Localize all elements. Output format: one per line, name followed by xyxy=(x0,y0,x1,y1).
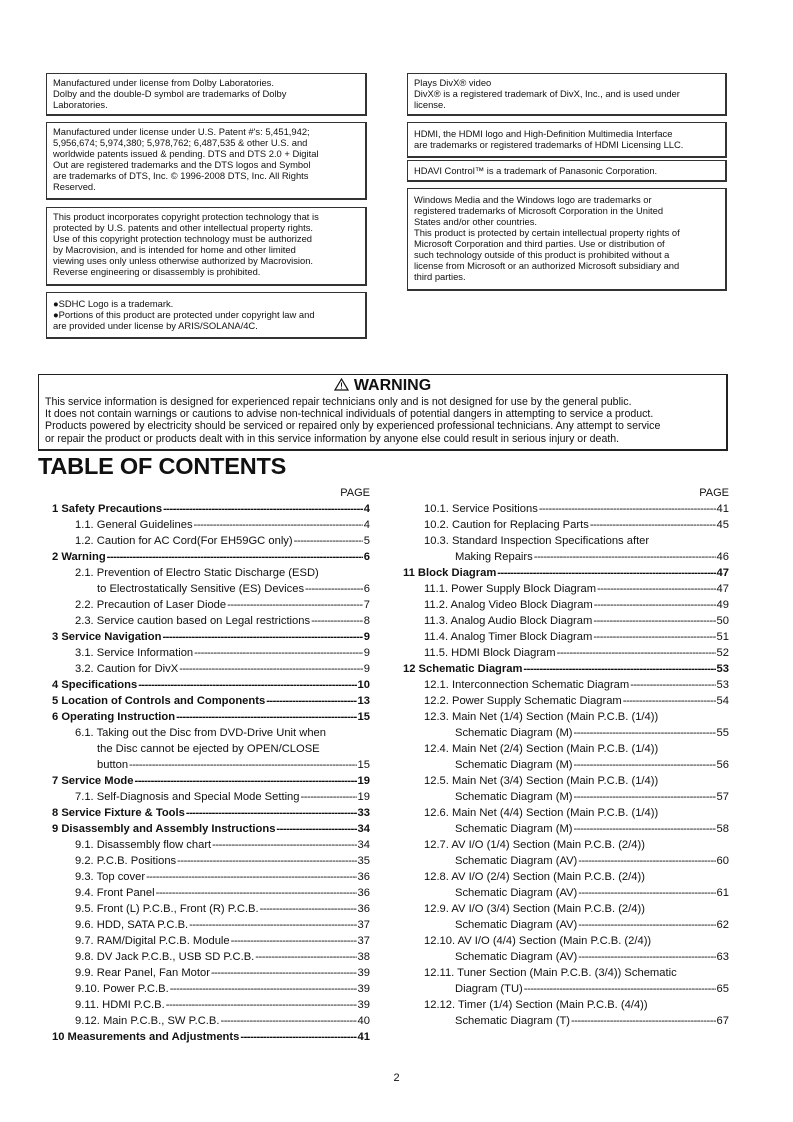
toc-entry[interactable] xyxy=(48,501,370,517)
toc-entry-title: Schematic Diagram (AV) xyxy=(455,887,578,899)
toc-entry[interactable] xyxy=(48,725,370,741)
dot-leader xyxy=(574,725,716,741)
warning-box xyxy=(38,374,728,451)
toc-entry-title: 9 Disassembly and Assembly Instructions xyxy=(52,823,276,835)
toc-entry-page: 54 xyxy=(716,695,729,707)
toc-entry-title: 9.4. Front Panel xyxy=(75,887,155,899)
page-header: PAGE xyxy=(340,487,370,499)
toc-entry-page: 15 xyxy=(357,759,370,771)
toc-entry-page: 9 xyxy=(363,631,370,643)
toc-right-column xyxy=(403,485,729,1029)
toc-entry-page: 4 xyxy=(363,503,370,515)
toc-entry[interactable] xyxy=(403,517,729,533)
dts-notice: Manufactured under license under U.S. Patent #'s: 5,451,942; 5,956,674; 5,974,380; 5,978,762; 6,487,535 & other U.S. and worldwide patents issued & pending. DTS and DTS 2.0 + Digital Out are registered trademarks and the DTS logos and Symbol are trademarks of DTS, Inc. © 1996-2008 DTS, Inc. All Rights Reserved. xyxy=(46,122,367,200)
toc-title: TABLE OF CONTENTS xyxy=(38,453,287,479)
toc-entry[interactable] xyxy=(403,981,729,997)
toc-entry-title: to Electrostatically Sensitive (ES) Devices xyxy=(97,583,305,595)
dot-leader xyxy=(166,997,357,1013)
dot-leader xyxy=(211,965,357,981)
toc-entry[interactable] xyxy=(48,741,370,757)
toc-entry[interactable] xyxy=(403,725,729,741)
dot-leader xyxy=(578,917,715,933)
toc-entry-title: Schematic Diagram (M) xyxy=(455,727,573,739)
toc-entry-title: button xyxy=(97,759,129,771)
sdhc-notice: ●SDHC Logo is a trademark. ●Portions of this product are protected under copyright law and are provided under license by ARIS/SOLANA/4C. xyxy=(46,292,367,339)
toc-entry-page: 53 xyxy=(716,679,729,691)
toc-entry-page: 34 xyxy=(357,839,370,851)
toc-entry-title: 11.4. Analog Timer Block Diagram xyxy=(424,631,593,643)
toc-entry-page: 50 xyxy=(716,615,729,627)
toc-entry[interactable] xyxy=(403,773,729,789)
toc-entry-title: 9.11. HDMI P.C.B. xyxy=(75,999,165,1011)
dot-leader xyxy=(220,1013,356,1029)
toc-entry[interactable] xyxy=(48,917,370,933)
dot-leader xyxy=(266,693,356,709)
toc-entry[interactable] xyxy=(403,709,729,725)
toc-entry-title: 12.4. Main Net (2/4) Section (Main P.C.B. (1/4)) xyxy=(424,743,659,755)
toc-entry-title: 9.2. P.C.B. Positions xyxy=(75,855,177,867)
dot-leader xyxy=(311,613,363,629)
dot-leader xyxy=(240,1029,356,1045)
toc-entry-title: the Disc cannot be ejected by OPEN/CLOSE xyxy=(97,743,320,755)
toc-entry-page: 39 xyxy=(357,999,370,1011)
toc-entry-title: 10.1. Service Positions xyxy=(424,503,538,515)
toc-entry[interactable] xyxy=(403,997,729,1013)
toc-entry-title: 9.9. Rear Panel, Fan Motor xyxy=(75,967,210,979)
toc-entry[interactable] xyxy=(403,805,729,821)
dot-leader xyxy=(255,949,356,965)
dot-leader xyxy=(163,501,363,517)
toc-entry-page: 55 xyxy=(716,727,729,739)
toc-entry[interactable] xyxy=(403,741,729,757)
toc-entry[interactable] xyxy=(48,773,370,789)
toc-entry-title: 9.8. DV Jack P.C.B., USB SD P.C.B. xyxy=(75,951,255,963)
dot-leader xyxy=(260,901,357,917)
toc-entry-title: 2 Warning xyxy=(52,551,106,563)
toc-entry-page: 46 xyxy=(716,551,729,563)
toc-entry[interactable] xyxy=(48,597,370,613)
toc-entry-title: 2.3. Service caution based on Legal restrictions xyxy=(75,615,311,627)
toc-entry[interactable] xyxy=(403,885,729,901)
toc-entry-page: 19 xyxy=(357,791,370,803)
toc-entry-page: 49 xyxy=(716,599,729,611)
toc-entry-page: 37 xyxy=(357,919,370,931)
dot-leader xyxy=(156,885,357,901)
toc-entry[interactable] xyxy=(403,501,729,517)
toc-entry[interactable] xyxy=(403,693,729,709)
dot-leader xyxy=(539,501,716,517)
toc-entry-title: 12.9. AV I/O (3/4) Section (Main P.C.B. (2/4)) xyxy=(424,903,645,915)
toc-entry-page: 35 xyxy=(357,855,370,867)
dolby-notice: Manufactured under license from Dolby Laboratories. Dolby and the double-D symbol are trademarks of Dolby Laboratories. xyxy=(46,73,367,116)
dot-leader xyxy=(129,757,356,773)
dot-leader xyxy=(523,661,715,677)
toc-entry[interactable] xyxy=(403,933,729,949)
toc-entry-title: 1 Safety Precautions xyxy=(52,503,163,515)
dot-leader xyxy=(170,981,357,997)
toc-entry[interactable] xyxy=(48,965,370,981)
toc-entry-title: Schematic Diagram (AV) xyxy=(455,951,578,963)
toc-entry[interactable] xyxy=(48,645,370,661)
dot-leader xyxy=(578,885,715,901)
toc-entry[interactable] xyxy=(403,645,729,661)
dot-leader xyxy=(186,805,357,821)
divx-notice: Plays DivX® video DivX® is a registered trademark of DivX, Inc., and is used under license. xyxy=(407,73,727,116)
toc-entry-page: 4 xyxy=(363,519,370,531)
toc-entry-title: 12.10. AV I/O (4/4) Section (Main P.C.B. (2/4)) xyxy=(424,935,652,947)
toc-entry-title: 11.2. Analog Video Block Diagram xyxy=(424,599,593,611)
toc-entry[interactable] xyxy=(48,693,370,709)
toc-entry[interactable] xyxy=(403,869,729,885)
toc-entry-title: 5 Location of Controls and Components xyxy=(52,695,266,707)
dot-leader xyxy=(294,533,363,549)
toc-entry-title: 6 Operating Instruction xyxy=(52,711,176,723)
toc-entry[interactable] xyxy=(48,757,370,773)
toc-entry[interactable] xyxy=(48,869,370,885)
dot-leader xyxy=(179,661,363,677)
dot-leader xyxy=(593,613,715,629)
macrovision-notice: This product incorporates copyright protection technology that is protected by U.S. patents and other intellectual property rights. Use of this copyright protection technology must be authorized by Macrovision, and is intended for home and other limited viewing uses only unless otherwise authorized by Macrovision. Reverse engineering or disassembly is prohibited. xyxy=(46,207,367,286)
toc-entry-page: 57 xyxy=(716,791,729,803)
toc-entry-title: 12.6. Main Net (4/4) Section (Main P.C.B. (1/4)) xyxy=(424,807,659,819)
dot-leader xyxy=(134,773,356,789)
toc-entry-page: 7 xyxy=(363,599,370,611)
toc-entry[interactable] xyxy=(403,837,729,853)
toc-entry[interactable] xyxy=(48,949,370,965)
toc-entry-page: 45 xyxy=(716,519,729,531)
dot-leader xyxy=(194,517,363,533)
dot-leader xyxy=(574,789,716,805)
toc-entry-title: 11 Block Diagram xyxy=(403,567,497,579)
toc-entry[interactable] xyxy=(48,821,370,837)
toc-entry[interactable] xyxy=(403,565,729,581)
toc-entry-page: 39 xyxy=(357,983,370,995)
toc-entry-page: 58 xyxy=(716,823,729,835)
toc-entry[interactable] xyxy=(48,901,370,917)
dot-leader xyxy=(305,581,363,597)
toc-entry[interactable] xyxy=(48,613,370,629)
toc-entry-title: 9.6. HDD, SATA P.C.B. xyxy=(75,919,189,931)
toc-entry-page: 9 xyxy=(363,663,370,675)
toc-entry[interactable] xyxy=(48,533,370,549)
toc-entry-title: 2.2. Precaution of Laser Diode xyxy=(75,599,227,611)
toc-entry[interactable] xyxy=(403,965,729,981)
dot-leader xyxy=(276,821,356,837)
dot-leader xyxy=(176,709,356,725)
dot-leader xyxy=(593,629,715,645)
toc-entry-page: 33 xyxy=(357,807,370,819)
toc-entry[interactable] xyxy=(403,677,729,693)
toc-entry[interactable] xyxy=(403,1013,729,1029)
toc-entry[interactable] xyxy=(48,661,370,677)
toc-entry[interactable] xyxy=(48,709,370,725)
dot-leader xyxy=(597,581,716,597)
dot-leader xyxy=(194,645,363,661)
dot-leader xyxy=(574,821,716,837)
toc-entry-page: 8 xyxy=(363,615,370,627)
toc-entry-title: 12.12. Timer (1/4) Section (Main P.C.B. (4/4)) xyxy=(424,999,648,1011)
toc-entry-title: 10.3. Standard Inspection Specifications after xyxy=(424,535,650,547)
dot-leader xyxy=(231,933,357,949)
toc-entry-title: 9.5. Front (L) P.C.B., Front (R) P.C.B. xyxy=(75,903,259,915)
toc-entry-title: 9.3. Top cover xyxy=(75,871,146,883)
toc-entry-page: 36 xyxy=(357,887,370,899)
toc-entry-page: 47 xyxy=(716,583,729,595)
page-number: 2 xyxy=(393,1072,400,1084)
toc-entry-page: 67 xyxy=(716,1015,729,1027)
dot-leader xyxy=(578,853,715,869)
dot-leader xyxy=(524,981,716,997)
toc-entry[interactable] xyxy=(48,997,370,1013)
toc-entry-title: 12.7. AV I/O (1/4) Section (Main P.C.B. (2/4)) xyxy=(424,839,645,851)
toc-left-column xyxy=(48,485,370,1045)
toc-entry-title: 2.1. Prevention of Electro Static Discharge (ESD) xyxy=(75,567,319,579)
dot-leader xyxy=(571,1013,716,1029)
toc-entry-title: 10.2. Caution for Replacing Parts xyxy=(424,519,589,531)
toc-entry[interactable] xyxy=(48,629,370,645)
dot-leader xyxy=(590,517,716,533)
toc-entry-page: 34 xyxy=(357,823,370,835)
dot-leader xyxy=(107,549,363,565)
toc-entry[interactable] xyxy=(48,1029,370,1045)
toc-entry-title: 12.11. Tuner Section (Main P.C.B. (3/4)) Schematic xyxy=(424,967,677,979)
toc-entry[interactable] xyxy=(48,789,370,805)
toc-entry-page: 5 xyxy=(363,535,370,547)
toc-entry-title: Making Repairs xyxy=(455,551,533,563)
toc-entry-page: 41 xyxy=(716,503,729,515)
toc-entry-page: 52 xyxy=(716,647,729,659)
toc-entry-page: 61 xyxy=(716,887,729,899)
toc-entry-page: 41 xyxy=(357,1031,370,1043)
toc-entry-title: 3.1. Service Information xyxy=(75,647,194,659)
toc-entry[interactable] xyxy=(403,789,729,805)
toc-entry-title: 12.3. Main Net (1/4) Section (Main P.C.B. (1/4)) xyxy=(424,711,659,723)
toc-entry-title: 9.10. Power P.C.B. xyxy=(75,983,169,995)
toc-entry[interactable] xyxy=(403,581,729,597)
toc-entry-page: 40 xyxy=(357,1015,370,1027)
toc-entry-title: Schematic Diagram (AV) xyxy=(455,855,578,867)
warning-triangle-icon xyxy=(334,378,349,391)
toc-entry-title: 12.1. Interconnection Schematic Diagram xyxy=(424,679,630,691)
toc-entry-title: 11.3. Analog Audio Block Diagram xyxy=(424,615,593,627)
toc-entry-title: 6.1. Taking out the Disc from DVD-Drive Unit when xyxy=(75,727,326,739)
toc-entry[interactable] xyxy=(48,853,370,869)
dot-leader xyxy=(534,549,716,565)
toc-entry-page: 63 xyxy=(716,951,729,963)
toc-entry-title: Schematic Diagram (M) xyxy=(455,823,573,835)
toc-entry-title: 3 Service Navigation xyxy=(52,631,162,643)
toc-entry-page: 37 xyxy=(357,935,370,947)
toc-entry-title: 9.12. Main P.C.B., SW P.C.B. xyxy=(75,1015,220,1027)
toc-entry-title: 11.1. Power Supply Block Diagram xyxy=(424,583,597,595)
toc-entry[interactable] xyxy=(48,981,370,997)
toc-entry-title: 7.1. Self-Diagnosis and Special Mode Setting xyxy=(75,791,300,803)
warning-heading xyxy=(45,376,720,396)
toc-entry-title: 12.2. Power Supply Schematic Diagram xyxy=(424,695,622,707)
toc-entry-title: 9.7. RAM/Digital P.C.B. Module xyxy=(75,935,230,947)
dot-leader xyxy=(162,629,362,645)
toc-entry-title: 9.1. Disassembly flow chart xyxy=(75,839,212,851)
toc-entry-title: Schematic Diagram (T) xyxy=(455,1015,571,1027)
hdmi-notice: HDMI, the HDMI logo and High-Definition Multimedia Interface are trademarks or registered trademarks of HDMI Licensing LLC. xyxy=(407,122,727,158)
dot-leader xyxy=(578,949,715,965)
toc-entry[interactable] xyxy=(403,949,729,965)
warning-line: This service information is designed for experienced repair technicians only and is not designed for use by the general public. xyxy=(45,396,632,408)
toc-entry-page: 36 xyxy=(357,871,370,883)
toc-entry-title: 8 Service Fixture & Tools xyxy=(52,807,185,819)
toc-entry[interactable] xyxy=(48,837,370,853)
toc-entry[interactable] xyxy=(403,597,729,613)
toc-entry-page: 53 xyxy=(716,663,729,675)
dot-leader xyxy=(177,853,356,869)
toc-entry[interactable] xyxy=(403,629,729,645)
toc-entry-page: 6 xyxy=(363,583,370,595)
toc-entry[interactable] xyxy=(48,885,370,901)
toc-entry[interactable] xyxy=(403,613,729,629)
toc-entry[interactable] xyxy=(403,661,729,677)
toc-entry[interactable] xyxy=(48,565,370,581)
toc-entry-title: 1.2. Caution for AC Cord(For EH59GC only) xyxy=(75,535,293,547)
toc-entry-page: 10 xyxy=(357,679,370,691)
dot-leader xyxy=(301,789,357,805)
toc-entry-page: 65 xyxy=(716,983,729,995)
warning-line: Products powered by electricity should be serviced or repaired only by experienced professional technicians. Any attempt to service xyxy=(45,420,661,433)
toc-entry[interactable] xyxy=(48,677,370,693)
toc-entry[interactable] xyxy=(403,917,729,933)
toc-entry-title: 1.1. General Guidelines xyxy=(75,519,193,531)
toc-entry-page: 19 xyxy=(357,775,370,787)
toc-entry-title: 12.5. Main Net (3/4) Section (Main P.C.B. (1/4)) xyxy=(424,775,659,787)
toc-entry[interactable] xyxy=(48,805,370,821)
toc-entry[interactable] xyxy=(48,933,370,949)
dot-leader xyxy=(497,565,715,581)
toc-entry[interactable] xyxy=(403,853,729,869)
toc-entry-title: 7 Service Mode xyxy=(52,775,134,787)
toc-entry-title: 12.8. AV I/O (2/4) Section (Main P.C.B. (2/4)) xyxy=(424,871,645,883)
toc-entry-title: Diagram (TU) xyxy=(455,983,523,995)
toc-entry-title: Schematic Diagram (AV) xyxy=(455,919,578,931)
toc-entry-title: 3.2. Caution for DivX xyxy=(75,663,179,675)
toc-entry-page: 60 xyxy=(716,855,729,867)
toc-entry[interactable] xyxy=(403,533,729,549)
toc-entry[interactable] xyxy=(403,757,729,773)
toc-entry[interactable] xyxy=(48,1013,370,1029)
warning-line: or repair the product or products dealt with in this service information by anyone else could result in serious injury or death. xyxy=(45,432,620,445)
toc-entry-title: 11.5. HDMI Block Diagram xyxy=(424,647,556,659)
dot-leader xyxy=(212,837,356,853)
toc-entry-page: 13 xyxy=(357,695,370,707)
dot-leader xyxy=(146,869,356,885)
toc-entry[interactable] xyxy=(403,821,729,837)
dot-leader xyxy=(594,597,716,613)
warning-line: It does not contain warnings or cautions to advise non-technical individuals of potential dangers in attempting to service a product. xyxy=(45,408,654,421)
dot-leader xyxy=(630,677,715,693)
toc-entry-title: Schematic Diagram (M) xyxy=(455,791,573,803)
toc-entry[interactable] xyxy=(48,517,370,533)
toc-entry-page: 9 xyxy=(363,647,370,659)
toc-entry-page: 38 xyxy=(357,951,370,963)
dot-leader xyxy=(574,757,716,773)
toc-entry[interactable] xyxy=(48,581,370,597)
toc-entry[interactable] xyxy=(48,549,370,565)
windows-media-notice: Windows Media and the Windows logo are trademarks or registered trademarks of Microsoft Corporation in the United States and/or other countries. This product is protected by certain intellectual property rights of Microsoft Corporation and third parties. Use or distribution of such technology outside of this product is prohibited without a license from Microsoft or an authorized Microsoft subsidiary and third parties. xyxy=(407,188,727,291)
toc-entry-page: 62 xyxy=(716,919,729,931)
page-header: PAGE xyxy=(699,487,729,499)
toc-entry-page: 47 xyxy=(716,567,729,579)
toc-entry-page: 56 xyxy=(716,759,729,771)
dot-leader xyxy=(227,597,363,613)
toc-entry-page: 6 xyxy=(363,551,370,563)
toc-entry[interactable] xyxy=(403,901,729,917)
warning-title: WARNING xyxy=(353,377,432,394)
toc-entry-title: 4 Specifications xyxy=(52,679,138,691)
dot-leader xyxy=(138,677,356,693)
toc-entry-page: 15 xyxy=(357,711,370,723)
hdavi-notice: HDAVI Control™ is a trademark of Panasonic Corporation. xyxy=(407,160,727,182)
dot-leader xyxy=(557,645,716,661)
toc-entry-page: 36 xyxy=(357,903,370,915)
toc-entry-title: Schematic Diagram (M) xyxy=(455,759,573,771)
toc-entry-page: 39 xyxy=(357,967,370,979)
toc-entry-page: 51 xyxy=(716,631,729,643)
dot-leader xyxy=(623,693,716,709)
dot-leader xyxy=(189,917,356,933)
toc-entry[interactable] xyxy=(403,549,729,565)
toc-entry-title: 10 Measurements and Adjustments xyxy=(52,1031,240,1043)
toc-entry-title: 12 Schematic Diagram xyxy=(403,663,523,675)
